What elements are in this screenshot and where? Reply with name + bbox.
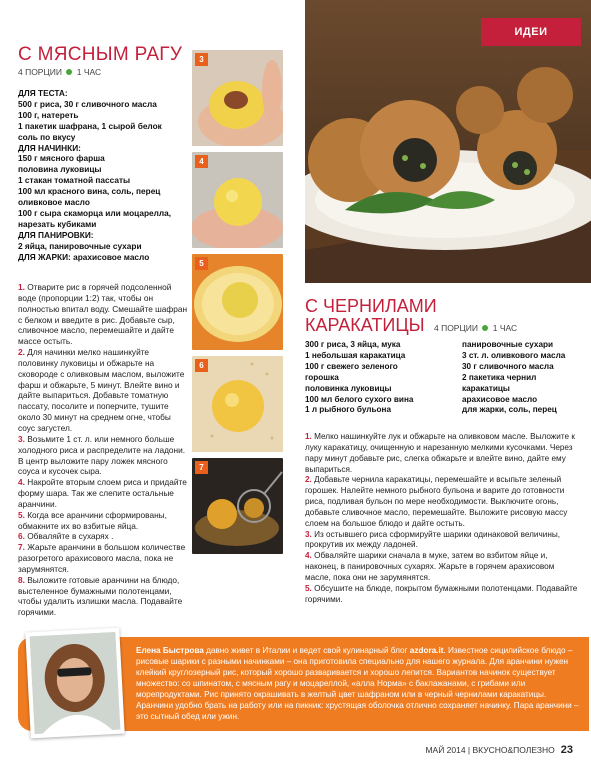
step-item bbox=[18, 282, 190, 347]
ingredient-line: ДЛЯ ТЕСТА: bbox=[18, 88, 68, 98]
ingredient-line: 1 стакан томатной пассаты bbox=[18, 175, 131, 186]
author-photo bbox=[25, 628, 124, 739]
ingredient-line: ДЛЯ ПАНИРОВКИ: bbox=[18, 229, 94, 240]
ingredient-line: каракатицы bbox=[462, 383, 510, 393]
ingredient-line: 100 мл красного вина, соль, перец bbox=[18, 186, 161, 197]
ingredient-line: для жарки, соль, перец bbox=[462, 405, 557, 415]
ingredient-line: 100 мл белого сухого вина bbox=[305, 394, 414, 404]
step-number: 2. bbox=[305, 475, 312, 485]
time-label: 1 ЧАС bbox=[76, 67, 102, 77]
ingredient-line: половина луковицы bbox=[18, 164, 102, 175]
step-number: 5. bbox=[18, 509, 25, 520]
step-text: Накройте вторым слоем риса и придайте форму шара. Так же слепите остальные аранчини. bbox=[18, 477, 187, 509]
ingredient-line: арахисовое масло bbox=[462, 394, 538, 404]
author-name: Елена Быстрова bbox=[136, 646, 204, 655]
step-item bbox=[18, 434, 190, 477]
step-text: Мелко нашинкуйте лук и обжарьте на оливковом масле. Выложите к луку каракатицу, очищенную и нарезанную мелкими кусочками. Через пару минут добавьте рис, слегка обжарьте и влейте вино, дайте ему выпариться. bbox=[305, 432, 575, 474]
step-number: 8. bbox=[18, 574, 25, 585]
ingredient-line: панировочные сухари bbox=[462, 340, 554, 349]
step-photo-7 bbox=[192, 458, 283, 554]
recipe-title-squid-ink bbox=[305, 297, 437, 335]
recipe-meta-right bbox=[434, 323, 517, 333]
step-item bbox=[18, 531, 190, 542]
author-bio bbox=[136, 645, 582, 722]
steps-list-left bbox=[18, 282, 190, 618]
step-badge: 6 bbox=[195, 359, 208, 372]
step-item bbox=[305, 530, 579, 552]
ingredient-line: 2 яйца, панировочные сухари bbox=[18, 240, 142, 251]
recipe-meta-left bbox=[18, 67, 101, 77]
step-text: Из остывшего риса сформируйте шарики одинаковой величины, прокрутив их между ладоней. bbox=[305, 529, 560, 550]
page-footer bbox=[425, 744, 573, 756]
ingredient-line: ДЛЯ ЖАРКИ: арахисовое масло bbox=[18, 251, 150, 262]
step-text: Добавьте чернила каракатицы, перемешайте и всыпьте зеленый горошек. Налейте немного рыбного бульона и варите до готовности риса, подливая бульон по мере необходимости. Выключите огонь, добавьте сливочное масло, перемешайте. Выложите рисовую массу слоем на большое блюдо и дайте остыть. bbox=[305, 475, 568, 528]
step-number: 2. bbox=[18, 347, 25, 358]
step-text: Возьмите 1 ст. л. или немного больше холодного риса и распределите на ладони. В центр выложите пару ложек мясного соуса и кусочек сыра. bbox=[18, 433, 186, 477]
recipe-title-meat-ragu: С МЯСНЫМ РАГУ bbox=[18, 44, 183, 65]
step-item bbox=[18, 575, 190, 618]
ingredient-line: 1 л рыбного бульона bbox=[305, 405, 392, 415]
ingredients-list-left bbox=[18, 88, 188, 263]
portions-label: 4 ПОРЦИИ bbox=[18, 67, 62, 77]
ingredient-line: 30 г сливочного масла bbox=[462, 361, 554, 371]
ingredient-line: ДЛЯ НАЧИНКИ: bbox=[18, 142, 81, 153]
ingredient-line: половинка луковицы bbox=[305, 383, 392, 393]
clock-dot-icon bbox=[482, 325, 488, 331]
step-item bbox=[305, 551, 579, 584]
ingredient-line: 1 пакетик шафрана, 1 сырой белок bbox=[18, 120, 162, 131]
ingredients-list-right-b bbox=[462, 340, 587, 416]
step-text: Жарьте аранчини в большом количестве разогретого арахисового масла, пока не зарумянятся. bbox=[18, 542, 186, 574]
step-item bbox=[18, 347, 190, 434]
step-text: Выложите готовые аранчини на блюдо, выстеленное бумажными полотенцами, чтобы удалить излишки масла. Подавайте горячими. bbox=[18, 574, 183, 618]
ingredient-line: 300 г риса, 3 яйца, мука bbox=[305, 340, 401, 349]
step-text: Когда все аранчини сформированы, обмакните их во взбитые яйца. bbox=[18, 509, 167, 531]
title-line: КАРАКАТИЦЫ bbox=[305, 315, 425, 335]
step-badge: 3 bbox=[195, 53, 208, 66]
step-number: 1. bbox=[18, 282, 25, 292]
step-photo-4 bbox=[192, 152, 283, 248]
step-text: Обсушите на блюде, покрытом бумажными полотенцами. Подавайте горячими. bbox=[305, 583, 578, 604]
ingredient-line: горошка bbox=[305, 372, 339, 382]
step-photo-3 bbox=[192, 50, 283, 146]
ingredient-line: 3 ст. л. оливкового масла bbox=[462, 350, 566, 360]
ingredient-line: 2 пакетика чернил bbox=[462, 372, 537, 382]
step-text: Обваляйте в сухарях . bbox=[24, 531, 114, 542]
ingredient-line: оливковое масло bbox=[18, 197, 90, 208]
section-tag-ideas: ИДЕИ bbox=[481, 18, 581, 46]
ingredient-line: нарезать кубиками bbox=[18, 218, 97, 229]
ingredient-line: 100 г свежего зеленого bbox=[305, 361, 398, 371]
ingredients-list-right-a bbox=[305, 340, 445, 416]
ingredient-line: 1 небольшая каракатица bbox=[305, 350, 406, 360]
step-number: 1. bbox=[305, 432, 312, 441]
step-badge: 5 bbox=[195, 257, 208, 270]
step-text: Обваляйте шарики сначала в муке, затем во взбитом яйце и, наконец, в панировочных сухарях. Жарьте в горячем арахисовом масле, пока они не зарумянятся. bbox=[305, 551, 555, 582]
step-text: Отварите рис в горячей подсоленной воде (пропорции 1:2) так, чтобы он полностью впитал воду. Смешайте шафран с белком и введите в рис. Добавьте сыр, сливочное масло, перемешайте и дайте массе остыть. bbox=[18, 282, 188, 347]
portions-label: 4 ПОРЦИИ bbox=[434, 323, 478, 333]
step-item bbox=[18, 510, 190, 532]
page-number: 23 bbox=[560, 744, 573, 756]
step-number: 4. bbox=[18, 477, 25, 488]
ingredient-line: 500 г риса, 30 г сливочного масла bbox=[18, 98, 157, 109]
step-number: 3. bbox=[18, 433, 25, 444]
time-label: 1 ЧАС bbox=[492, 323, 518, 333]
step-item bbox=[305, 584, 579, 606]
issue-label: МАЙ 2014 | ВКУСНО&ПОЛЕЗНО bbox=[425, 745, 555, 755]
step-item bbox=[18, 477, 190, 510]
ingredient-line: 150 г мясного фарша bbox=[18, 153, 105, 164]
step-number: 7. bbox=[18, 542, 25, 553]
steps-list-right bbox=[305, 432, 579, 606]
author-text-part: . Известное сицилийское блюдо – рисовые шарики с разными начинками – она приготовила специально для нашего журнала. Для аранчини нужен клейкий круглозерный рис, который хорошо разваривается и хорошо лепится. Вариантов начинок существует множество: со шпинатом, с мясным рагу и моцареллой, «алла Норма» с баклажанами, с грибами или морепродуктами. Рис принято окрашивать в желтый цвет шафраном или в черный чернилами каракатицы. Аранчини удобно брать на работу или на пикник: хрустящая оболочка отлично сохраняет начинку. Пара аранчини – это сытный обед или ужин. bbox=[136, 646, 579, 721]
ingredient-line: 100 г, натереть bbox=[18, 109, 79, 120]
step-item bbox=[305, 432, 579, 475]
ingredient-line: соль по вкусу bbox=[18, 131, 76, 142]
step-item bbox=[18, 542, 190, 575]
author-blog-link[interactable]: azdora.it bbox=[409, 646, 444, 655]
step-item bbox=[305, 475, 579, 529]
clock-dot-icon bbox=[66, 69, 72, 75]
step-number: 3. bbox=[305, 529, 312, 539]
step-badge: 4 bbox=[195, 155, 208, 168]
step-number: 6. bbox=[18, 531, 25, 542]
author-text-part: давно живет в Италии и ведет свой кулинарный блог bbox=[203, 646, 410, 655]
step-number: 4. bbox=[305, 551, 312, 561]
step-number: 5. bbox=[305, 583, 312, 593]
step-photo-6 bbox=[192, 356, 283, 452]
step-text: Для начинки мелко нашинкуйте половинку луковицы и обжарьте на сковороде с оливковым маслом, выложите фарш и обжарьте, 5 минут. Влейте вино и дайте выпариться. Добавьте томатную пассату, посолите и поперчите, тушите около 30 минут на среднем огне, чтобы соус загустел. bbox=[18, 347, 185, 433]
step-badge: 7 bbox=[195, 461, 208, 474]
ingredient-line: 100 г сыра скаморца или моцарелла, bbox=[18, 207, 172, 218]
title-line: С ЧЕРНИЛАМИ bbox=[305, 296, 437, 316]
step-photo-5 bbox=[192, 254, 283, 350]
